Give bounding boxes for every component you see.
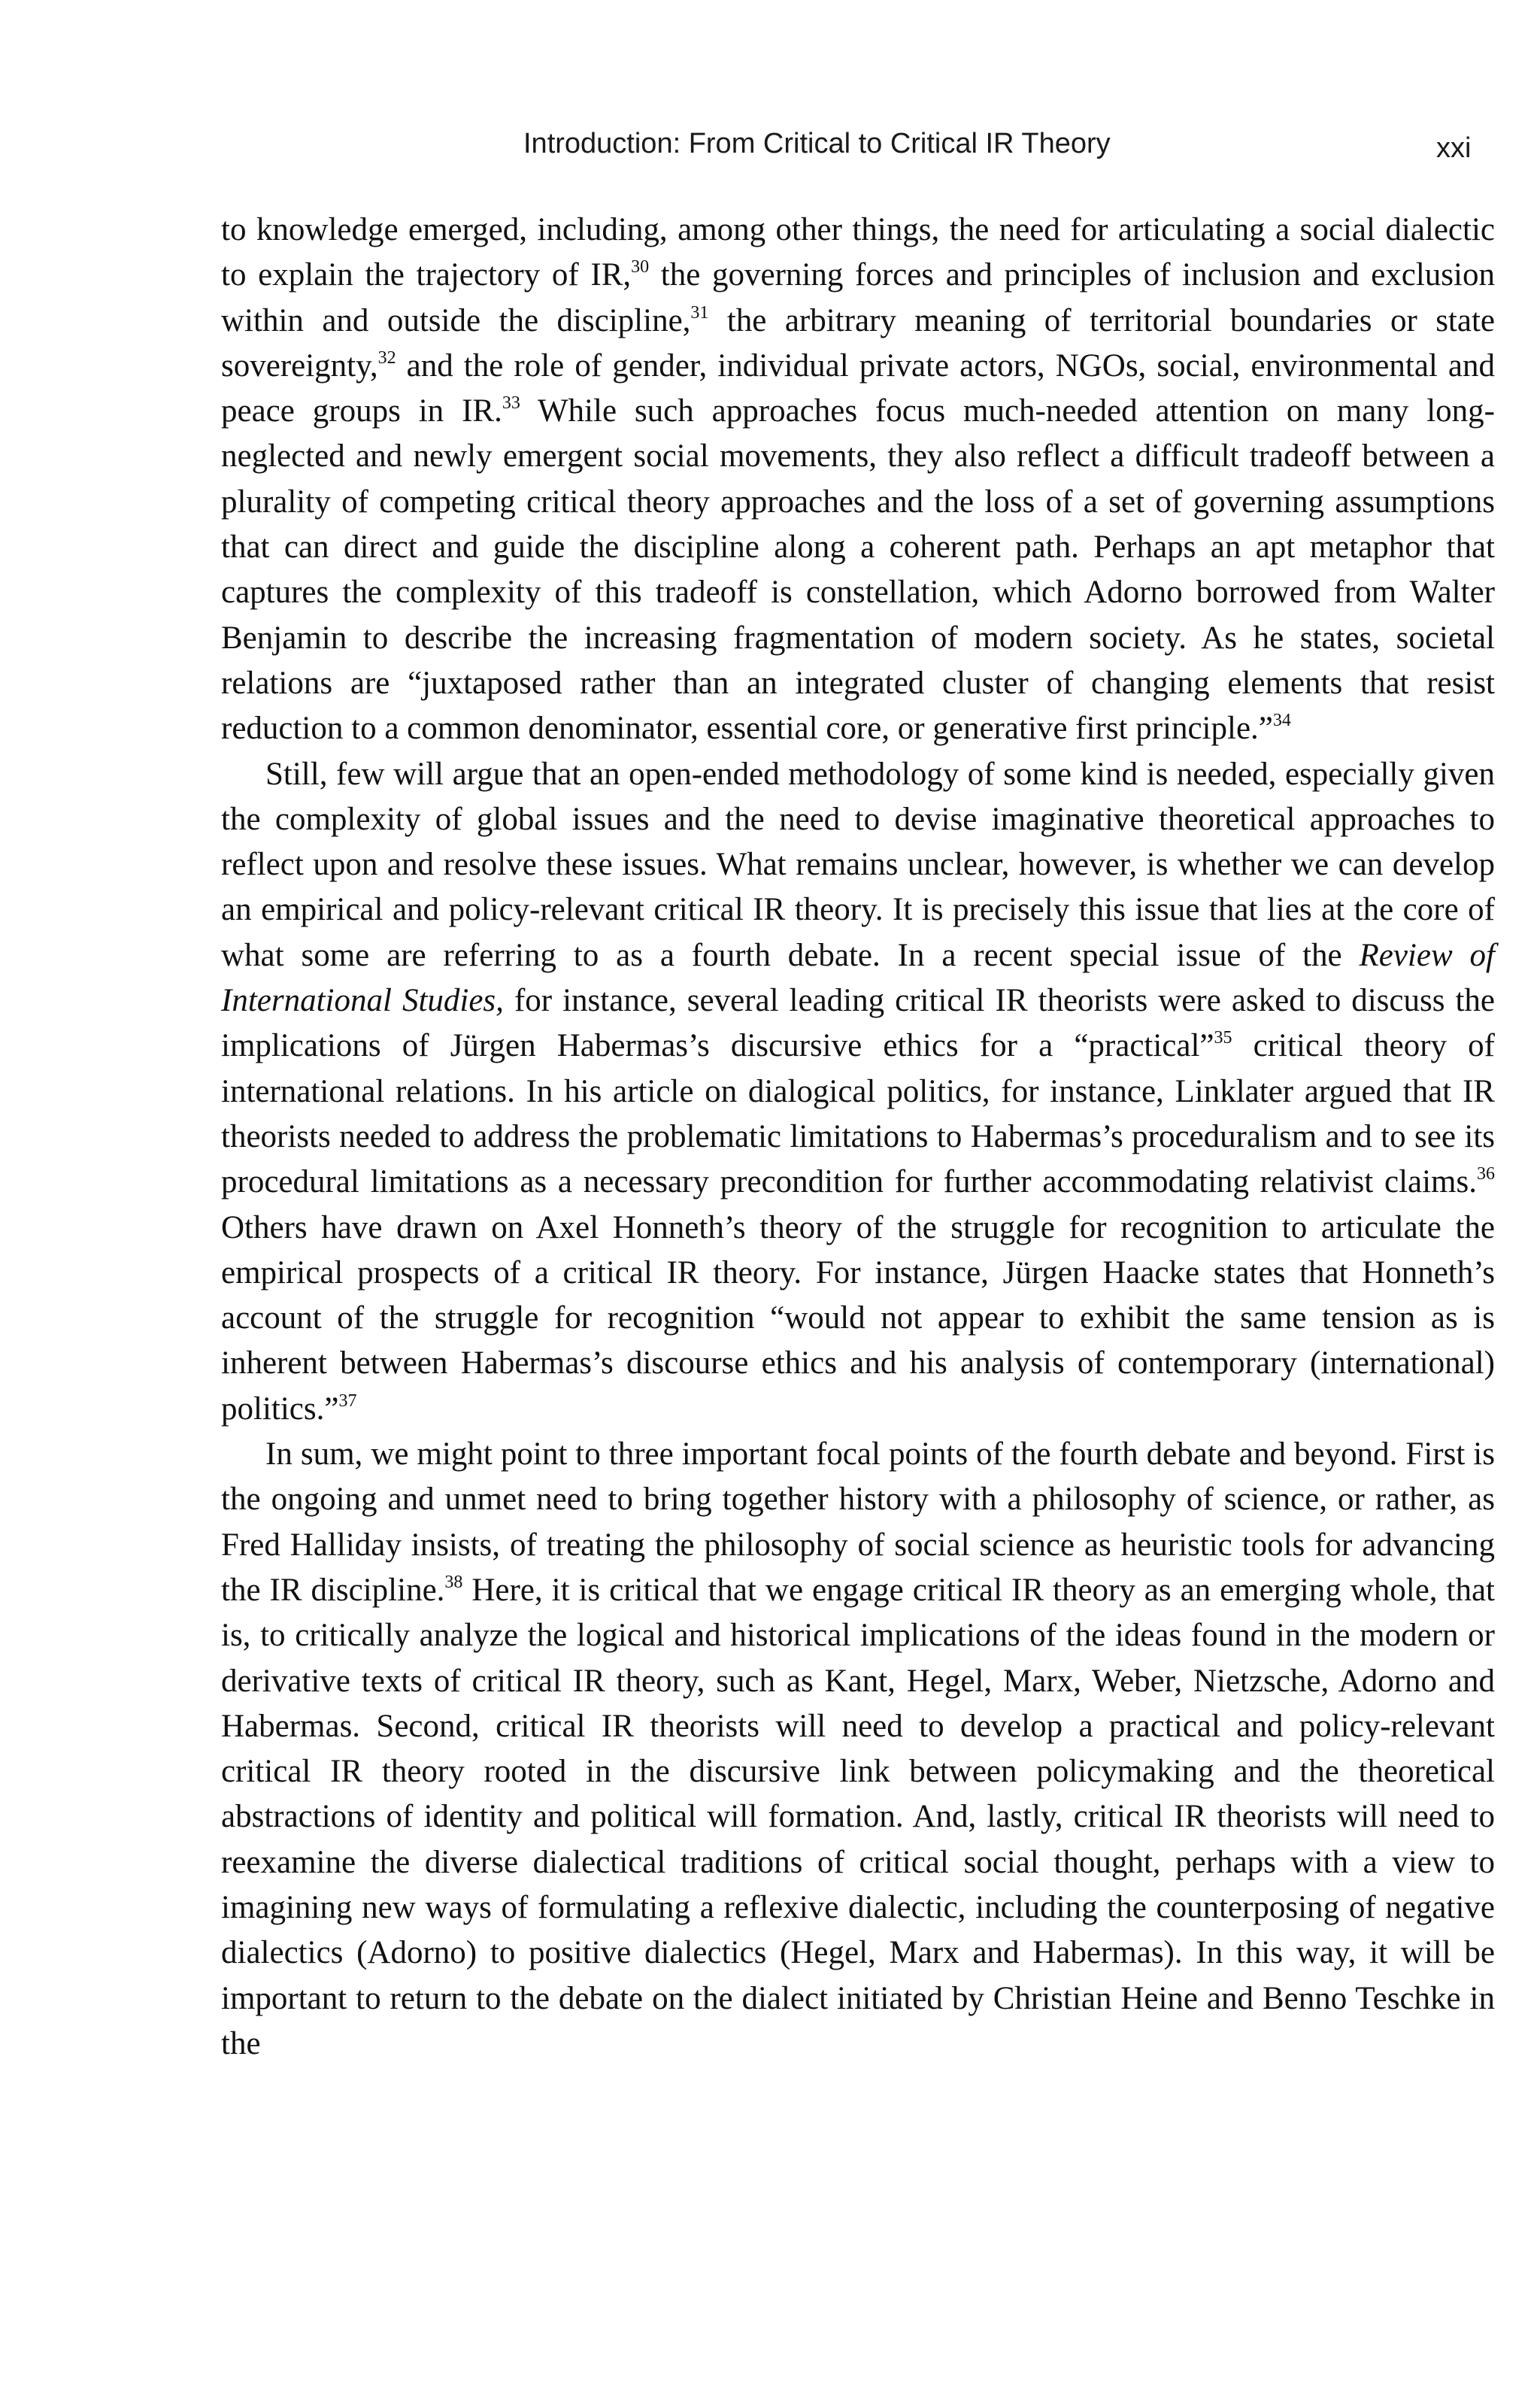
text-run: and the role of gender, individual private actors, NGOs, social, environmental and peace groups in IR. xyxy=(221,347,1495,429)
footnote-ref-31: 31 xyxy=(690,302,709,323)
text-run: the arbitrary meaning of territorial boundaries or state sovereignty, xyxy=(221,302,1496,384)
footnote-ref-33: 33 xyxy=(502,393,520,414)
paragraph-3 xyxy=(221,1432,1495,2067)
footnote-ref-37: 37 xyxy=(338,1391,357,1411)
text-run: to knowledge emerged, including, among other things, the need for articulating a social dialectic to explain the trajectory of IR, xyxy=(221,212,1495,293)
text-run: the governing forces and principles of inclusion and exclusion within and outside the discipline, xyxy=(221,257,1495,338)
paragraph-2 xyxy=(221,752,1495,1432)
text-run: critical theory of international relations. In his article on dialogical politics, for instance, Linklater argued that IR theorists needed to address the problematic limitations to Habermas’s proceduralism and to see its procedural limitations as a necessary precondition for further accommodating relativist claims. xyxy=(221,1028,1495,1200)
footnote-ref-32: 32 xyxy=(377,347,396,368)
footnote-ref-34: 34 xyxy=(1272,711,1291,731)
text-run: Others have drawn on Axel Honneth’s theory of the struggle for recognition to articulate the empirical prospects of a critical IR theory. For instance, Jürgen Haacke states that Honneth’s account of the struggle for recognition “would not appear to exhibit the same tension as is inherent between Habermas’s discourse ethics and his analysis of contemporary (international) politics.” xyxy=(221,1209,1495,1427)
text-run: In sum, we might point to three important focal points of the fourth debate and beyond. First is the ongoing and unmet need to bring together history with a philosophy of science, or rather, as Fred Halliday insists, of treating the philosophy of social science as heuristic tools for advancing the IR discipline. xyxy=(221,1436,1495,1608)
text-run: Here, it is critical that we engage critical IR theory as an emerging whole, that is, to critically analyze the logical and historical implications of the ideas found in the modern or derivative texts of critical IR theory, such as Kant, Hegel, Marx, Weber, Nietzsche, Adorno and Habermas. Second, critical IR theorists will need to develop a practical and policy-relevant critical IR theory rooted in the discursive link between policymaking and the theoretical abstractions of identity and political will formation. And, lastly, critical IR theorists will need to reexamine the diverse dialectical traditions of critical social thought, perhaps with a view to imagining new ways of formulating a reflexive dialectic, including the counterposing of negative dialectics (Adorno) to positive dialectics (Hegel, Marx and Habermas). In this way, it will be important to return to the debate on the dialect initiated by Christian Heine and Benno Teschke in the xyxy=(221,1572,1495,2061)
paragraph-1 xyxy=(221,208,1495,752)
footnote-ref-35: 35 xyxy=(1214,1028,1232,1048)
text-run: Still, few will argue that an open-ended methodology of some kind is needed, especially given the complexity of global issues and the need to devise imaginative theoretical approaches to reflect upon and resolve these issues. What remains unclear, however, is whether we can develop an empirical and policy-relevant critical IR theory. It is precisely this issue that lies at the core of what some are referring to as a fourth debate. In a recent special issue of the xyxy=(221,756,1495,973)
footnote-ref-38: 38 xyxy=(444,1572,463,1592)
body-text xyxy=(221,208,1495,2067)
footnote-ref-36: 36 xyxy=(1477,1164,1495,1184)
running-head: Introduction: From Critical to Critical IR Theory xyxy=(523,128,1111,159)
text-run: for instance, several leading critical IR theorists were asked to discuss the implications of Jürgen Habermas’s discursive ethics for a “practical” xyxy=(221,983,1495,1064)
footnote-ref-30: 30 xyxy=(631,257,650,278)
journal-title: Review of International Studies, xyxy=(221,937,1495,1019)
text-run: While such approaches focus much-needed attention on many long-neglected and newly emergent social movements, they also reflect a difficult tradeoff between a plurality of competing critical theory approaches and the loss of a set of governing assumptions that can direct and guide the discipline along a coherent path. Perhaps an apt metaphor that captures the complexity of this tradeoff is constellation, which Adorno borrowed from Walter Benjamin to describe the increasing fragmentation of modern society. As he states, societal relations are “juxtaposed rather than an integrated cluster of changing elements that resist reduction to a common denominator, essential core, or generative first principle.” xyxy=(221,393,1496,747)
page-number: xxi xyxy=(1436,132,1472,164)
